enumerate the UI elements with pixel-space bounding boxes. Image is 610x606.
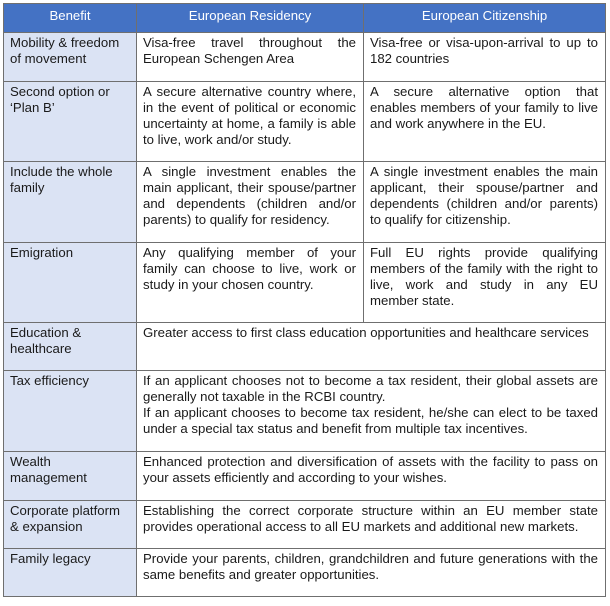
residency-cell: Visa-free travel throughout the European Schengen Area <box>137 33 364 82</box>
citizenship-cell: A single investment enables the main applicant, their spouse/partner and dependents (children and/or parents) to qualify for citizenship. <box>364 162 606 243</box>
shared-cell <box>137 371 606 452</box>
table-row <box>4 243 606 323</box>
header-european-citizenship: European Citizenship <box>364 4 606 33</box>
table-row <box>4 452 606 501</box>
benefits-comparison-table <box>3 3 606 597</box>
shared-cell: Establishing the correct corporate structure within an EU member state provides operational access to all EU markets and additional new markets. <box>137 501 606 549</box>
table-row <box>4 371 606 452</box>
header-european-residency: European Residency <box>137 4 364 33</box>
shared-cell: Enhanced protection and diversification of assets with the facility to pass on your assets efficiently and according to your wishes. <box>137 452 606 501</box>
benefit-cell: Second option or ‘Plan B’ <box>4 82 137 162</box>
benefit-cell: Mobility & freedom of movement <box>4 33 137 82</box>
residency-cell: A single investment enables the main applicant, their spouse/partner and dependents (children and/or parents) to qualify for residency. <box>137 162 364 243</box>
residency-cell: Any qualifying member of your family can choose to live, work or study in your chosen country. <box>137 243 364 323</box>
table-row <box>4 501 606 549</box>
benefit-cell: Corporate platform & expansion <box>4 501 137 549</box>
benefit-cell: Include the whole family <box>4 162 137 243</box>
table-row <box>4 323 606 371</box>
benefit-cell: Emigration <box>4 243 137 323</box>
shared-paragraph: If an applicant chooses not to become a tax resident, their global assets are generally not taxable in the RCBI country. <box>143 373 598 404</box>
citizenship-cell: A secure alternative option that enables members of your family to live and work anywhere in the EU. <box>364 82 606 162</box>
shared-cell: Provide your parents, children, grandchildren and future generations with the same benefits and greater opportunities. <box>137 549 606 597</box>
header-row <box>4 4 606 33</box>
benefit-cell: Family legacy <box>4 549 137 597</box>
table-row <box>4 549 606 597</box>
header-benefit: Benefit <box>4 4 137 33</box>
benefit-cell: Education & healthcare <box>4 323 137 371</box>
shared-paragraph: If an applicant chooses to become tax resident, he/she can elect to be taxed under a special tax status and benefit from multiple tax incentives. <box>143 405 598 436</box>
shared-cell: Greater access to first class education opportunities and healthcare services <box>137 323 606 371</box>
table-row <box>4 162 606 243</box>
citizenship-cell: Full EU rights provide qualifying members of the family with the right to live, work and study in any EU member state. <box>364 243 606 323</box>
citizenship-cell: Visa-free or visa-upon-arrival to up to 182 countries <box>364 33 606 82</box>
residency-cell: A secure alternative country where, in the event of political or economic uncertainty at home, a family is able to live, work and/or study. <box>137 82 364 162</box>
benefit-cell: Wealth management <box>4 452 137 501</box>
table-row <box>4 82 606 162</box>
table-row <box>4 33 606 82</box>
benefit-cell: Tax efficiency <box>4 371 137 452</box>
